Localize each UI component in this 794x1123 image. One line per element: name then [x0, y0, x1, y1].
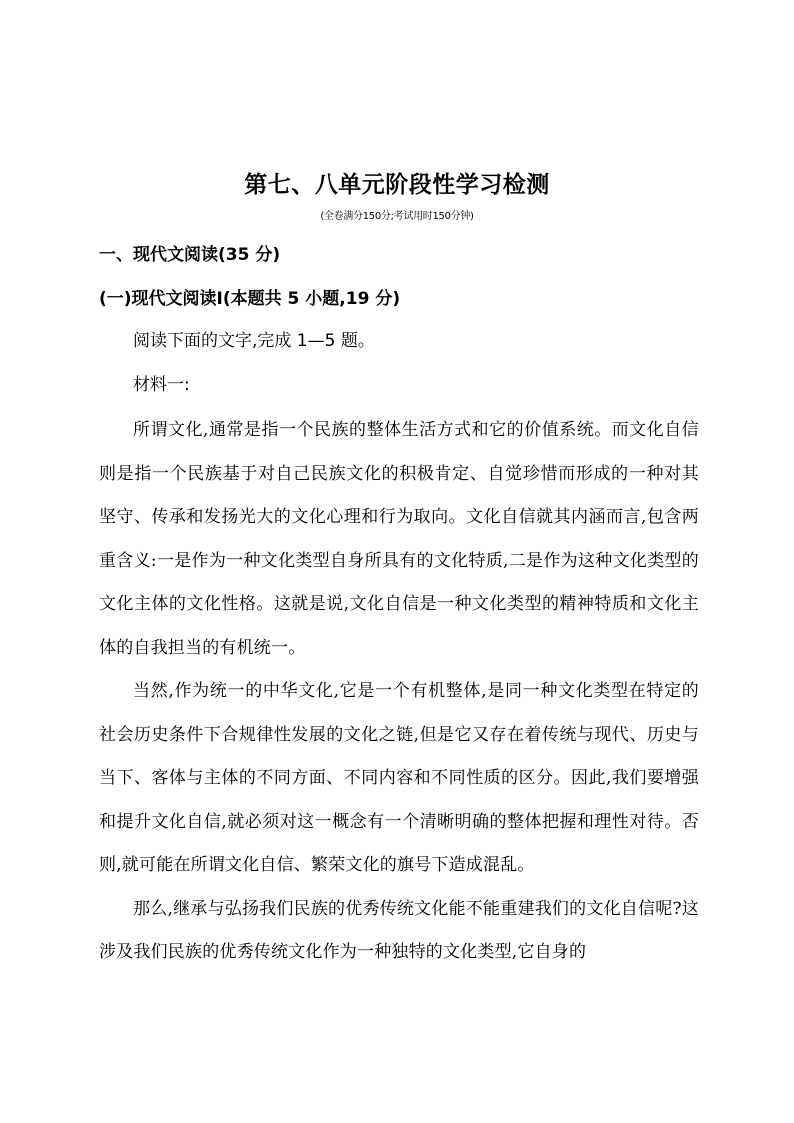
exam-info: (全卷满分150分;考试用时150分钟): [320, 211, 474, 222]
passage-paragraph: 所谓文化,通常是指一个民族的整体生活方式和它的价值系统。而文化自信则是指一个民族基于对自己民族文化的积极肯定、自觉珍惜而形成的一种对其坚守、传承和发扬光大的文化心理和行为取向。文化自信就其内涵而言,包含两重含义:一是作为一种文化类型自身所具有的文化特质,二是作为这种文化类型的文化主体的文化性格。这就是说,文化自信是一种文化类型的精神特质和文化主体的自我担当的有机统一。: [99, 420, 699, 658]
reading-instruction: 阅读下面的文字,完成 1—5 题。: [133, 331, 375, 351]
passage-paragraph: 当然,作为统一的中华文化,它是一个有机整体,是同一种文化类型在特定的社会历史条件下合规律性发展的文化之链,但是它又存在着传统与现代、历史与当下、客体与主体的不同方面、不同内容和不同性质的区分。因此,我们要增强和提升文化自信,就必须对这一概念有一个清晰明确的整体把握和理性对待。否则,就可能在所谓文化自信、繁荣文化的旗号下造成混乱。: [99, 681, 699, 875]
section-heading: 一、现代文阅读(35 分): [99, 245, 281, 265]
subsection-heading: (一)现代文阅读Ⅰ(本题共 5 小题,19 分): [99, 289, 401, 309]
document-title: 第七、八单元阶段性学习检测: [244, 172, 550, 198]
passage-paragraph: 那么,继承与弘扬我们民族的优秀传统文化能不能重建我们的文化自信呢?这涉及我们民族的优秀传统文化作为一种独特的文化类型,它自身的: [99, 898, 699, 962]
material-label: 材料一:: [133, 375, 190, 395]
passage-body: [99, 409, 699, 975]
